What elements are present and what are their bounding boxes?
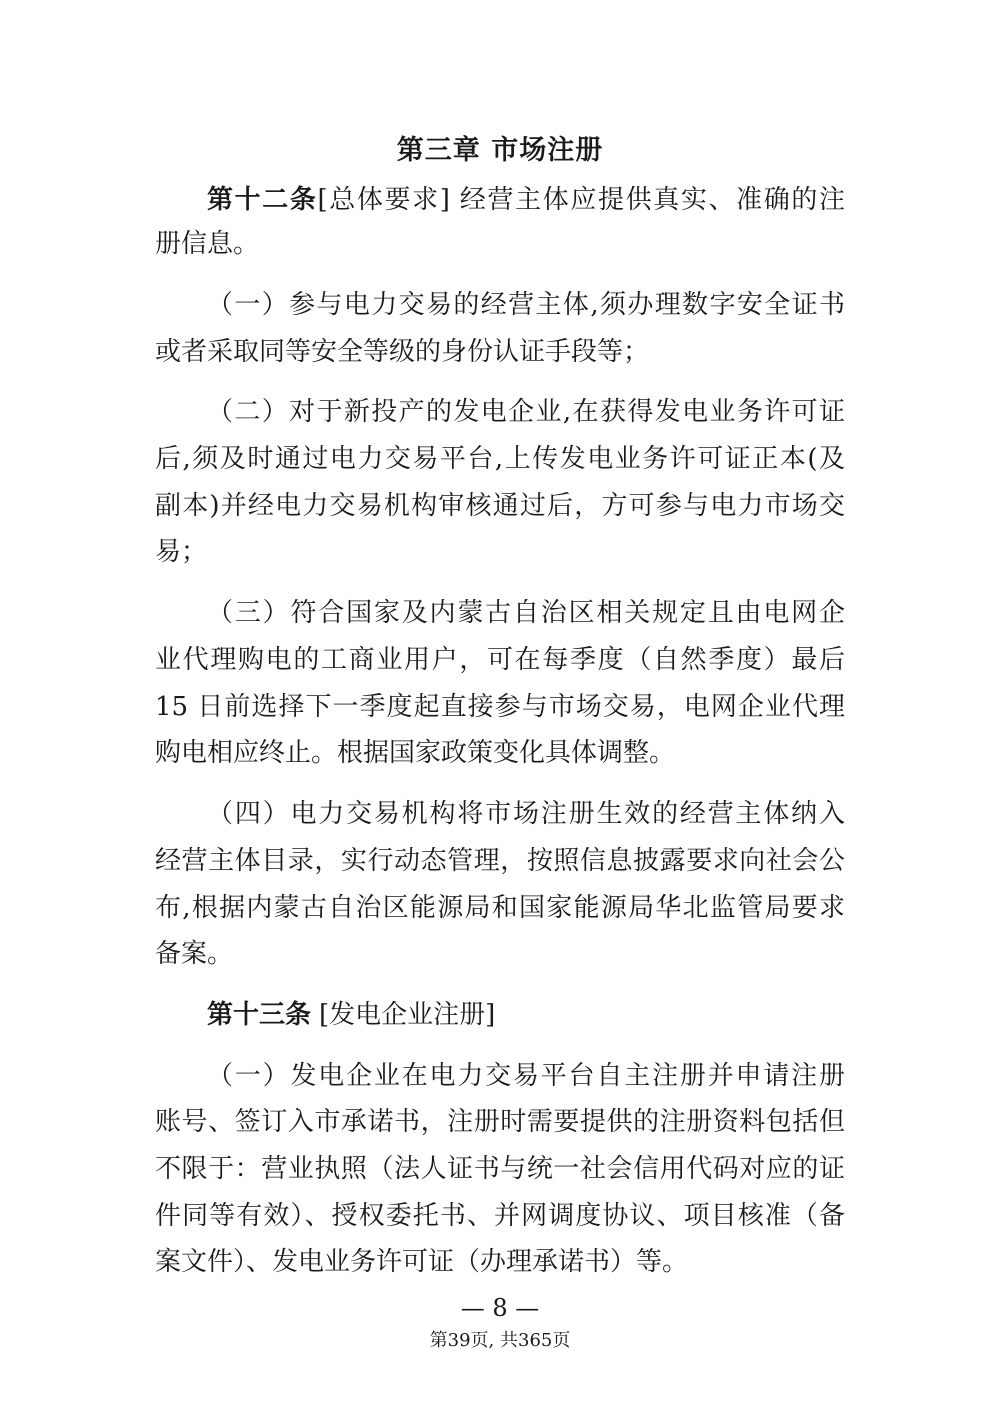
article-13-item-1-line-1: （一）发电企业在电力交易平台自主注册并申请注册 <box>207 1061 845 1091</box>
article-12-label: 第十二条 <box>207 185 318 215</box>
article-12-item-4-line-3: 布,根据内蒙古自治区能源局和国家能源局华北监管局要求 <box>155 893 845 923</box>
article-12-item-3-line-4: 购电相应终止。根据国家政策变化具体调整。 <box>155 738 676 768</box>
article-12-item-4-line-4: 备案。 <box>155 939 234 969</box>
article-12-line-1 <box>207 180 845 220</box>
article-12-item-2-line-1: （二）对于新投产的发电企业,在获得发电业务许可证 <box>207 397 845 427</box>
article-13-heading: [发电企业注册] <box>319 1000 496 1030</box>
chapter-title: 第三章 市场注册 <box>396 135 604 166</box>
article-12-item-3-line-3: 15 日前选择下一季度起直接参与市场交易，电网企业代理 <box>155 692 845 722</box>
article-12-text: [总体要求] 经营主体应提供真实、准确的注 <box>317 185 845 215</box>
article-13-item-1-line-5: 案文件）、发电业务许可证（办理承诺书）等。 <box>155 1247 689 1277</box>
article-12-item-4-line-1: （四）电力交易机构将市场注册生效的经营主体纳入 <box>207 799 845 829</box>
article-12-item-2-line-4: 易； <box>155 537 208 567</box>
article-13-label: 第十三条 <box>207 1000 312 1030</box>
article-12-item-1-line-2: 或者采取同等安全等级的身份认证手段等； <box>155 337 650 367</box>
article-13-item-1-line-2: 账号、签订入市承诺书，注册时需要提供的注册资料包括但 <box>155 1107 845 1137</box>
article-13-item-1-line-3: 不限于：营业执照（法人证书与统一社会信用代码对应的证 <box>155 1154 845 1184</box>
article-12-line-2: 册信息。 <box>155 229 260 259</box>
article-12-item-4-line-2: 经营主体目录，实行动态管理，按照信息披露要求向社会公 <box>155 846 845 876</box>
page-counter: 第39页, 共365页 <box>429 1330 571 1351</box>
article-12-item-2-line-2: 后,须及时通过电力交易平台,上传发电业务许可证正本(及 <box>155 444 845 474</box>
article-13-line-1 <box>207 995 845 1035</box>
article-12-item-3-line-1: （三）符合国家及内蒙古自治区相关规定且由电网企 <box>207 598 845 628</box>
article-12-item-3-line-2: 业代理购电的工商业用户，可在每季度（自然季度）最后 <box>155 645 845 675</box>
article-12-item-1-line-1: （一）参与电力交易的经营主体,须办理数字安全证书 <box>207 290 845 320</box>
article-13-item-1-line-4: 件同等有效）、授权委托书、并网调度协议、项目核准（备 <box>155 1201 845 1231</box>
article-12-item-2-line-3: 副本)并经电力交易机构审核通过后，方可参与电力市场交 <box>155 491 845 521</box>
page-number: — 8 — <box>460 1294 540 1322</box>
